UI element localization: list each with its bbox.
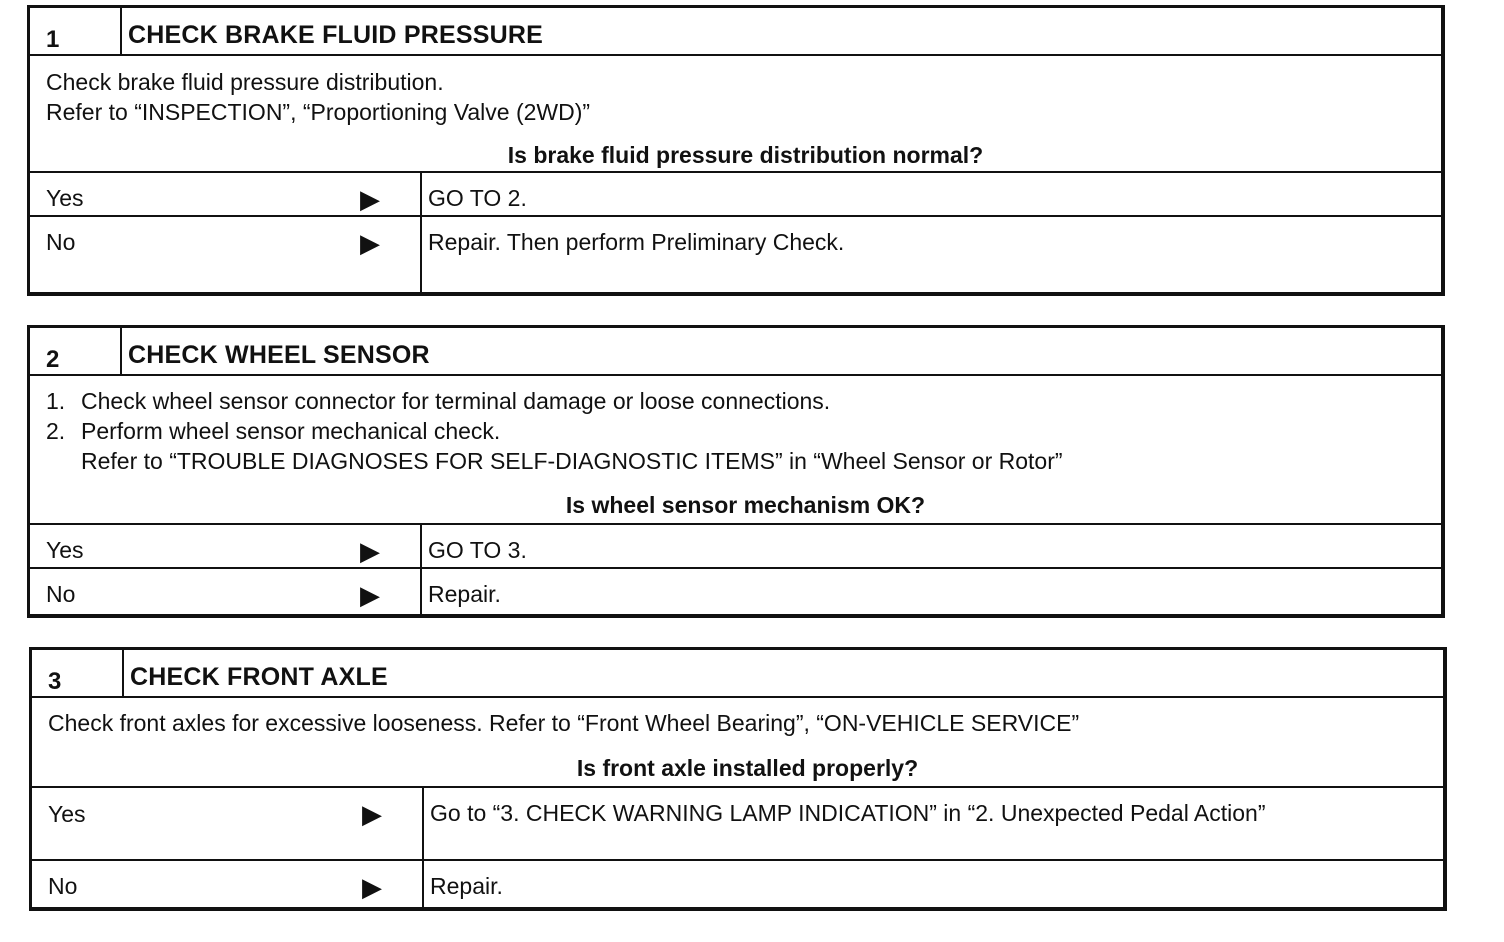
description-line: Check front axles for excessive looseness. Refer to “Front Wheel Bearing”, “ON-VEHICLE SERVICE” [48,710,1080,736]
step-description [30,376,1441,525]
step-2-box [27,325,1445,618]
no-action: Repair. [428,581,501,607]
no-label: No [48,873,78,899]
step-question: Is brake fluid pressure distribution normal? [507,142,984,168]
list-item-number: 1. [46,388,66,414]
list-item [46,416,1441,446]
arrow-right-icon: ▶ [362,799,382,829]
yes-label: Yes [46,185,84,211]
no-label: No [46,229,76,255]
step-title: CHECK WHEEL SENSOR [128,341,430,369]
step-title: CHECK FRONT AXLE [130,663,388,691]
yes-action: GO TO 2. [428,185,527,211]
no-row [30,217,1441,295]
yes-label: Yes [48,801,86,827]
list-item-number: 2. [46,418,66,444]
description-line: Check brake fluid pressure distribution. [46,69,444,95]
description-line: Refer to “INSPECTION”, “Proportioning Valve (2WD)” [46,99,591,125]
yes-label: Yes [46,537,84,563]
no-action: Repair. [430,873,503,899]
yes-action: GO TO 3. [428,537,527,563]
arrow-right-icon: ▶ [360,536,380,566]
step-number: 1 [30,8,122,54]
reference-line: Refer to “TROUBLE DIAGNOSES FOR SELF-DIAGNOSTIC ITEMS” in “Wheel Sensor or Rotor” [81,448,1063,474]
no-row [32,861,1443,907]
list-item-text: Perform wheel sensor mechanical check. [81,418,501,444]
step-1-box [27,5,1445,296]
step-title: CHECK BRAKE FLUID PRESSURE [128,21,543,49]
yes-row [30,525,1441,569]
no-label: No [46,581,76,607]
step-header [30,8,1441,56]
yes-row [32,788,1443,861]
yes-row [30,173,1441,217]
list-item [46,386,1441,416]
list-item-text: Check wheel sensor connector for terminal damage or loose connections. [81,388,831,414]
arrow-right-icon: ▶ [360,184,380,214]
step-question: Is front axle installed properly? [576,755,919,781]
step-number: 3 [32,650,124,696]
step-description [32,698,1443,788]
step-description [30,56,1441,173]
step-question: Is wheel sensor mechanism OK? [565,492,926,518]
yes-action: Go to “3. CHECK WARNING LAMP INDICATION” in “2. Unexpected Pedal Action” [430,800,1266,826]
no-row [30,569,1441,614]
step-3-box [29,647,1447,911]
no-action: Repair. Then perform Preliminary Check. [428,229,845,255]
step-number: 2 [30,328,122,374]
arrow-right-icon: ▶ [360,228,380,258]
arrow-right-icon: ▶ [360,580,380,610]
arrow-right-icon: ▶ [362,872,382,902]
step-header [30,328,1441,376]
step-header [32,650,1443,698]
